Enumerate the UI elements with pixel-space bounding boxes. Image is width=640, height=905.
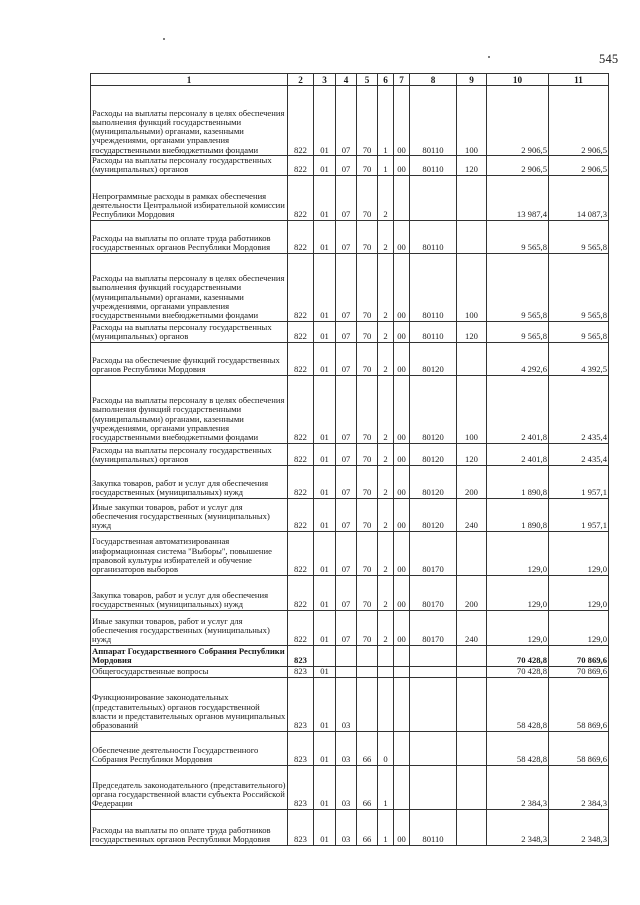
cell-amount-year-1: 1 890,8 <box>487 498 549 531</box>
cell-vr <box>457 731 487 765</box>
page-number: 545 <box>599 52 619 66</box>
table-row <box>91 86 609 156</box>
cell-vr <box>457 677 487 731</box>
cell-amount-year-1: 129,0 <box>487 575 549 610</box>
cell-csr-3: 00 <box>394 809 410 845</box>
scan-speck <box>488 56 490 58</box>
cell-pr: 07 <box>336 575 357 610</box>
table-row <box>91 321 609 342</box>
cell-pr: 03 <box>336 677 357 731</box>
cell-pr: 07 <box>336 375 357 443</box>
cell-amount-year-1: 13 987,4 <box>487 175 549 220</box>
cell-name: Закупка товаров, работ и услуг для обеспечения государственных (муниципальных) нужд <box>91 465 288 498</box>
cell-name: Закупка товаров, работ и услуг для обеспечения государственных (муниципальных) нужд <box>91 575 288 610</box>
cell-gr: 822 <box>288 253 314 321</box>
budget-table <box>90 73 609 846</box>
cell-amount-year-2: 14 087,3 <box>549 175 609 220</box>
cell-amount-year-2: 58 869,6 <box>549 677 609 731</box>
cell-csr-1 <box>357 677 378 731</box>
cell-pr: 07 <box>336 465 357 498</box>
cell-csr-2 <box>378 645 394 666</box>
cell-vr <box>457 175 487 220</box>
cell-pr: 03 <box>336 765 357 809</box>
cell-rz: 01 <box>314 666 336 677</box>
cell-csr-4: 80170 <box>410 531 457 575</box>
cell-csr-2: 1 <box>378 765 394 809</box>
cell-amount-year-2: 1 957,1 <box>549 465 609 498</box>
table-row <box>91 666 609 677</box>
cell-csr-2: 1 <box>378 156 394 176</box>
cell-csr-2: 0 <box>378 731 394 765</box>
cell-csr-2: 1 <box>378 86 394 156</box>
cell-amount-year-1: 2 906,5 <box>487 86 549 156</box>
cell-vr: 100 <box>457 86 487 156</box>
scan-speck <box>163 38 165 40</box>
cell-csr-4 <box>410 666 457 677</box>
cell-vr: 100 <box>457 253 487 321</box>
cell-amount-year-2: 9 565,8 <box>549 220 609 253</box>
cell-amount-year-2: 129,0 <box>549 575 609 610</box>
cell-name: Расходы на выплаты персоналу государственных (муниципальных) органов <box>91 321 288 342</box>
header-col-9: 9 <box>457 74 487 86</box>
cell-rz: 01 <box>314 375 336 443</box>
cell-csr-4: 80120 <box>410 465 457 498</box>
cell-csr-3: 00 <box>394 156 410 176</box>
cell-csr-4: 80110 <box>410 809 457 845</box>
header-col-7: 7 <box>394 74 410 86</box>
cell-csr-3: 00 <box>394 342 410 375</box>
cell-csr-3 <box>394 731 410 765</box>
cell-pr: 07 <box>336 531 357 575</box>
cell-rz: 01 <box>314 253 336 321</box>
cell-gr: 823 <box>288 666 314 677</box>
cell-gr: 822 <box>288 443 314 465</box>
cell-amount-year-2: 70 869,6 <box>549 666 609 677</box>
cell-csr-4: 80120 <box>410 375 457 443</box>
cell-amount-year-2: 2 348,3 <box>549 809 609 845</box>
cell-rz: 01 <box>314 610 336 645</box>
cell-amount-year-1: 129,0 <box>487 610 549 645</box>
cell-csr-3 <box>394 666 410 677</box>
table-row <box>91 809 609 845</box>
cell-vr: 200 <box>457 575 487 610</box>
table-row <box>91 610 609 645</box>
cell-csr-1: 70 <box>357 465 378 498</box>
cell-rz: 01 <box>314 86 336 156</box>
table-row <box>91 465 609 498</box>
cell-vr <box>457 809 487 845</box>
cell-csr-1: 70 <box>357 86 378 156</box>
cell-csr-3: 00 <box>394 498 410 531</box>
cell-csr-1: 70 <box>357 498 378 531</box>
cell-csr-3: 00 <box>394 610 410 645</box>
cell-amount-year-2: 9 565,8 <box>549 253 609 321</box>
table-row <box>91 175 609 220</box>
cell-rz <box>314 645 336 666</box>
cell-csr-3: 00 <box>394 220 410 253</box>
cell-amount-year-1: 129,0 <box>487 531 549 575</box>
cell-gr: 822 <box>288 575 314 610</box>
cell-csr-4: 80110 <box>410 220 457 253</box>
cell-csr-3: 00 <box>394 531 410 575</box>
cell-csr-3: 00 <box>394 86 410 156</box>
cell-rz: 01 <box>314 677 336 731</box>
cell-gr: 822 <box>288 86 314 156</box>
cell-pr <box>336 645 357 666</box>
cell-csr-4: 80110 <box>410 321 457 342</box>
cell-vr: 120 <box>457 443 487 465</box>
cell-amount-year-1: 2 384,3 <box>487 765 549 809</box>
cell-csr-4: 80110 <box>410 86 457 156</box>
cell-pr: 07 <box>336 610 357 645</box>
header-col-10: 10 <box>487 74 549 86</box>
cell-gr: 822 <box>288 342 314 375</box>
cell-name: Обеспечение деятельности Государственного Собрания Республики Мордовия <box>91 731 288 765</box>
cell-name: Расходы на выплаты по оплате труда работников государственных органов Республики Мордовия <box>91 809 288 845</box>
cell-gr: 822 <box>288 156 314 176</box>
cell-amount-year-2: 2 435,4 <box>549 375 609 443</box>
table-row <box>91 531 609 575</box>
cell-name: Иные закупки товаров, работ и услуг для обеспечения государственных (муниципальных) нужд <box>91 610 288 645</box>
table-row <box>91 156 609 176</box>
cell-pr: 07 <box>336 443 357 465</box>
cell-name: Расходы на обеспечение функций государственных органов Республики Мордовия <box>91 342 288 375</box>
cell-csr-2: 2 <box>378 175 394 220</box>
cell-amount-year-1: 2 401,8 <box>487 443 549 465</box>
cell-amount-year-2: 70 869,6 <box>549 645 609 666</box>
cell-csr-4 <box>410 765 457 809</box>
cell-csr-3 <box>394 677 410 731</box>
cell-vr <box>457 531 487 575</box>
header-row <box>91 74 609 86</box>
cell-amount-year-1: 2 348,3 <box>487 809 549 845</box>
cell-csr-2: 2 <box>378 342 394 375</box>
header-col-1: 1 <box>91 74 288 86</box>
cell-name: Функционирование законодательных (представительных) органов государственной власти и представительных органов муниципальных образований <box>91 677 288 731</box>
cell-gr: 822 <box>288 321 314 342</box>
cell-amount-year-1: 58 428,8 <box>487 677 549 731</box>
cell-csr-1: 66 <box>357 731 378 765</box>
cell-amount-year-2: 4 392,5 <box>549 342 609 375</box>
cell-csr-1: 70 <box>357 342 378 375</box>
cell-csr-1: 70 <box>357 610 378 645</box>
cell-csr-4: 80170 <box>410 610 457 645</box>
cell-csr-4 <box>410 175 457 220</box>
cell-csr-1: 66 <box>357 809 378 845</box>
cell-amount-year-1: 58 428,8 <box>487 731 549 765</box>
cell-amount-year-1: 9 565,8 <box>487 220 549 253</box>
cell-name: Аппарат Государственного Собрания Республики Мордовия <box>91 645 288 666</box>
cell-name: Расходы на выплаты персоналу в целях обеспечения выполнения функций государственными (муниципальными) органами, казенными учреждениями, органами управления государственными внебюджетными фондами <box>91 86 288 156</box>
cell-vr <box>457 220 487 253</box>
cell-csr-2: 2 <box>378 498 394 531</box>
cell-vr: 120 <box>457 156 487 176</box>
cell-amount-year-1: 2 401,8 <box>487 375 549 443</box>
cell-rz: 01 <box>314 175 336 220</box>
cell-csr-2: 2 <box>378 465 394 498</box>
table-row <box>91 498 609 531</box>
cell-csr-2: 2 <box>378 531 394 575</box>
cell-amount-year-2: 1 957,1 <box>549 498 609 531</box>
cell-csr-1: 66 <box>357 765 378 809</box>
cell-csr-1: 70 <box>357 220 378 253</box>
cell-csr-1: 70 <box>357 156 378 176</box>
cell-gr: 822 <box>288 220 314 253</box>
cell-rz: 01 <box>314 443 336 465</box>
cell-name: Расходы на выплаты персоналу в целях обеспечения выполнения функций государственными (муниципальными) органами, казенными учреждениями, органами управления государственными внебюджетными фондами <box>91 253 288 321</box>
cell-gr: 822 <box>288 498 314 531</box>
cell-csr-4: 80120 <box>410 498 457 531</box>
cell-rz: 01 <box>314 498 336 531</box>
cell-vr <box>457 765 487 809</box>
cell-amount-year-1: 4 292,6 <box>487 342 549 375</box>
cell-rz: 01 <box>314 765 336 809</box>
cell-vr <box>457 666 487 677</box>
cell-csr-3: 00 <box>394 375 410 443</box>
cell-rz: 01 <box>314 321 336 342</box>
cell-amount-year-1: 70 428,8 <box>487 645 549 666</box>
cell-gr: 823 <box>288 677 314 731</box>
cell-rz: 01 <box>314 809 336 845</box>
table-row <box>91 443 609 465</box>
table-row <box>91 645 609 666</box>
cell-amount-year-1: 1 890,8 <box>487 465 549 498</box>
cell-csr-4: 80170 <box>410 575 457 610</box>
cell-csr-4: 80120 <box>410 443 457 465</box>
cell-csr-4 <box>410 731 457 765</box>
cell-csr-1 <box>357 666 378 677</box>
cell-csr-2: 2 <box>378 253 394 321</box>
cell-rz: 01 <box>314 531 336 575</box>
header-col-5: 5 <box>357 74 378 86</box>
cell-vr: 120 <box>457 321 487 342</box>
cell-vr: 240 <box>457 610 487 645</box>
cell-csr-3: 00 <box>394 575 410 610</box>
cell-csr-2: 2 <box>378 321 394 342</box>
cell-csr-3: 00 <box>394 321 410 342</box>
cell-csr-3 <box>394 645 410 666</box>
cell-name: Государственная автоматизированная информационная система "Выборы", повышение правовой культуры избирателей и обучение организаторов выборов <box>91 531 288 575</box>
cell-pr: 07 <box>336 498 357 531</box>
cell-csr-3: 00 <box>394 253 410 321</box>
cell-pr: 07 <box>336 253 357 321</box>
cell-amount-year-2: 2 906,5 <box>549 156 609 176</box>
table-row <box>91 731 609 765</box>
cell-csr-2 <box>378 666 394 677</box>
cell-vr: 100 <box>457 375 487 443</box>
cell-amount-year-2: 2 906,5 <box>549 86 609 156</box>
cell-rz: 01 <box>314 220 336 253</box>
cell-rz: 01 <box>314 156 336 176</box>
cell-csr-1 <box>357 645 378 666</box>
cell-csr-1: 70 <box>357 443 378 465</box>
cell-amount-year-2: 2 384,3 <box>549 765 609 809</box>
budget-sheet <box>90 73 609 846</box>
table-row <box>91 375 609 443</box>
table-row <box>91 220 609 253</box>
cell-csr-3 <box>394 175 410 220</box>
cell-csr-2: 2 <box>378 443 394 465</box>
table-body <box>91 86 609 846</box>
cell-csr-4 <box>410 677 457 731</box>
cell-csr-1: 70 <box>357 321 378 342</box>
cell-name: Общегосударственные вопросы <box>91 666 288 677</box>
cell-pr: 07 <box>336 156 357 176</box>
cell-rz: 01 <box>314 575 336 610</box>
cell-amount-year-1: 9 565,8 <box>487 253 549 321</box>
cell-csr-4 <box>410 645 457 666</box>
cell-csr-4: 80110 <box>410 253 457 321</box>
cell-rz: 01 <box>314 731 336 765</box>
cell-csr-4: 80120 <box>410 342 457 375</box>
cell-amount-year-1: 70 428,8 <box>487 666 549 677</box>
cell-rz: 01 <box>314 342 336 375</box>
cell-pr: 07 <box>336 321 357 342</box>
cell-gr: 822 <box>288 175 314 220</box>
cell-vr: 240 <box>457 498 487 531</box>
cell-vr <box>457 342 487 375</box>
header-col-11: 11 <box>549 74 609 86</box>
header-col-3: 3 <box>314 74 336 86</box>
cell-csr-1: 70 <box>357 531 378 575</box>
cell-csr-2: 2 <box>378 220 394 253</box>
cell-gr: 822 <box>288 465 314 498</box>
cell-pr: 07 <box>336 342 357 375</box>
cell-name: Расходы на выплаты персоналу государственных (муниципальных) органов <box>91 156 288 176</box>
header-col-8: 8 <box>410 74 457 86</box>
cell-csr-2 <box>378 677 394 731</box>
cell-csr-3: 00 <box>394 465 410 498</box>
cell-gr: 823 <box>288 731 314 765</box>
header-col-6: 6 <box>378 74 394 86</box>
cell-name: Расходы на выплаты персоналу государственных (муниципальных) органов <box>91 443 288 465</box>
cell-gr: 822 <box>288 531 314 575</box>
cell-name: Расходы на выплаты по оплате труда работников государственных органов Республики Мордовия <box>91 220 288 253</box>
cell-amount-year-2: 129,0 <box>549 610 609 645</box>
cell-pr <box>336 666 357 677</box>
cell-name: Непрограммные расходы в рамках обеспечения деятельности Центральной избирательной комиссии Республики Мордовия <box>91 175 288 220</box>
cell-csr-2: 2 <box>378 575 394 610</box>
cell-amount-year-2: 129,0 <box>549 531 609 575</box>
cell-csr-3: 00 <box>394 443 410 465</box>
cell-gr: 823 <box>288 645 314 666</box>
cell-pr: 07 <box>336 175 357 220</box>
cell-csr-4: 80110 <box>410 156 457 176</box>
cell-csr-3 <box>394 765 410 809</box>
cell-gr: 823 <box>288 765 314 809</box>
cell-pr: 03 <box>336 731 357 765</box>
cell-amount-year-2: 9 565,8 <box>549 321 609 342</box>
cell-vr: 200 <box>457 465 487 498</box>
cell-gr: 823 <box>288 809 314 845</box>
cell-amount-year-2: 58 869,6 <box>549 731 609 765</box>
cell-csr-2: 2 <box>378 375 394 443</box>
cell-rz: 01 <box>314 465 336 498</box>
cell-csr-1: 70 <box>357 375 378 443</box>
table-row <box>91 677 609 731</box>
cell-amount-year-1: 2 906,5 <box>487 156 549 176</box>
cell-pr: 07 <box>336 86 357 156</box>
cell-amount-year-1: 9 565,8 <box>487 321 549 342</box>
cell-name: Иные закупки товаров, работ и услуг для обеспечения государственных (муниципальных) нужд <box>91 498 288 531</box>
table-row <box>91 342 609 375</box>
cell-name: Председатель законодательного (представительного) органа государственной власти субъекта Российской Федерации <box>91 765 288 809</box>
cell-pr: 07 <box>336 220 357 253</box>
cell-vr <box>457 645 487 666</box>
header-col-4: 4 <box>336 74 357 86</box>
cell-pr: 03 <box>336 809 357 845</box>
cell-amount-year-2: 2 435,4 <box>549 443 609 465</box>
cell-csr-2: 2 <box>378 610 394 645</box>
table-row <box>91 575 609 610</box>
header-col-2: 2 <box>288 74 314 86</box>
cell-csr-2: 1 <box>378 809 394 845</box>
table-row <box>91 765 609 809</box>
cell-csr-1: 70 <box>357 253 378 321</box>
cell-gr: 822 <box>288 610 314 645</box>
cell-name: Расходы на выплаты персоналу в целях обеспечения выполнения функций государственными (муниципальными) органами, казенными учреждениями, органами управления государственными внебюджетными фондами <box>91 375 288 443</box>
cell-csr-1: 70 <box>357 575 378 610</box>
cell-gr: 822 <box>288 375 314 443</box>
cell-csr-1: 70 <box>357 175 378 220</box>
table-row <box>91 253 609 321</box>
